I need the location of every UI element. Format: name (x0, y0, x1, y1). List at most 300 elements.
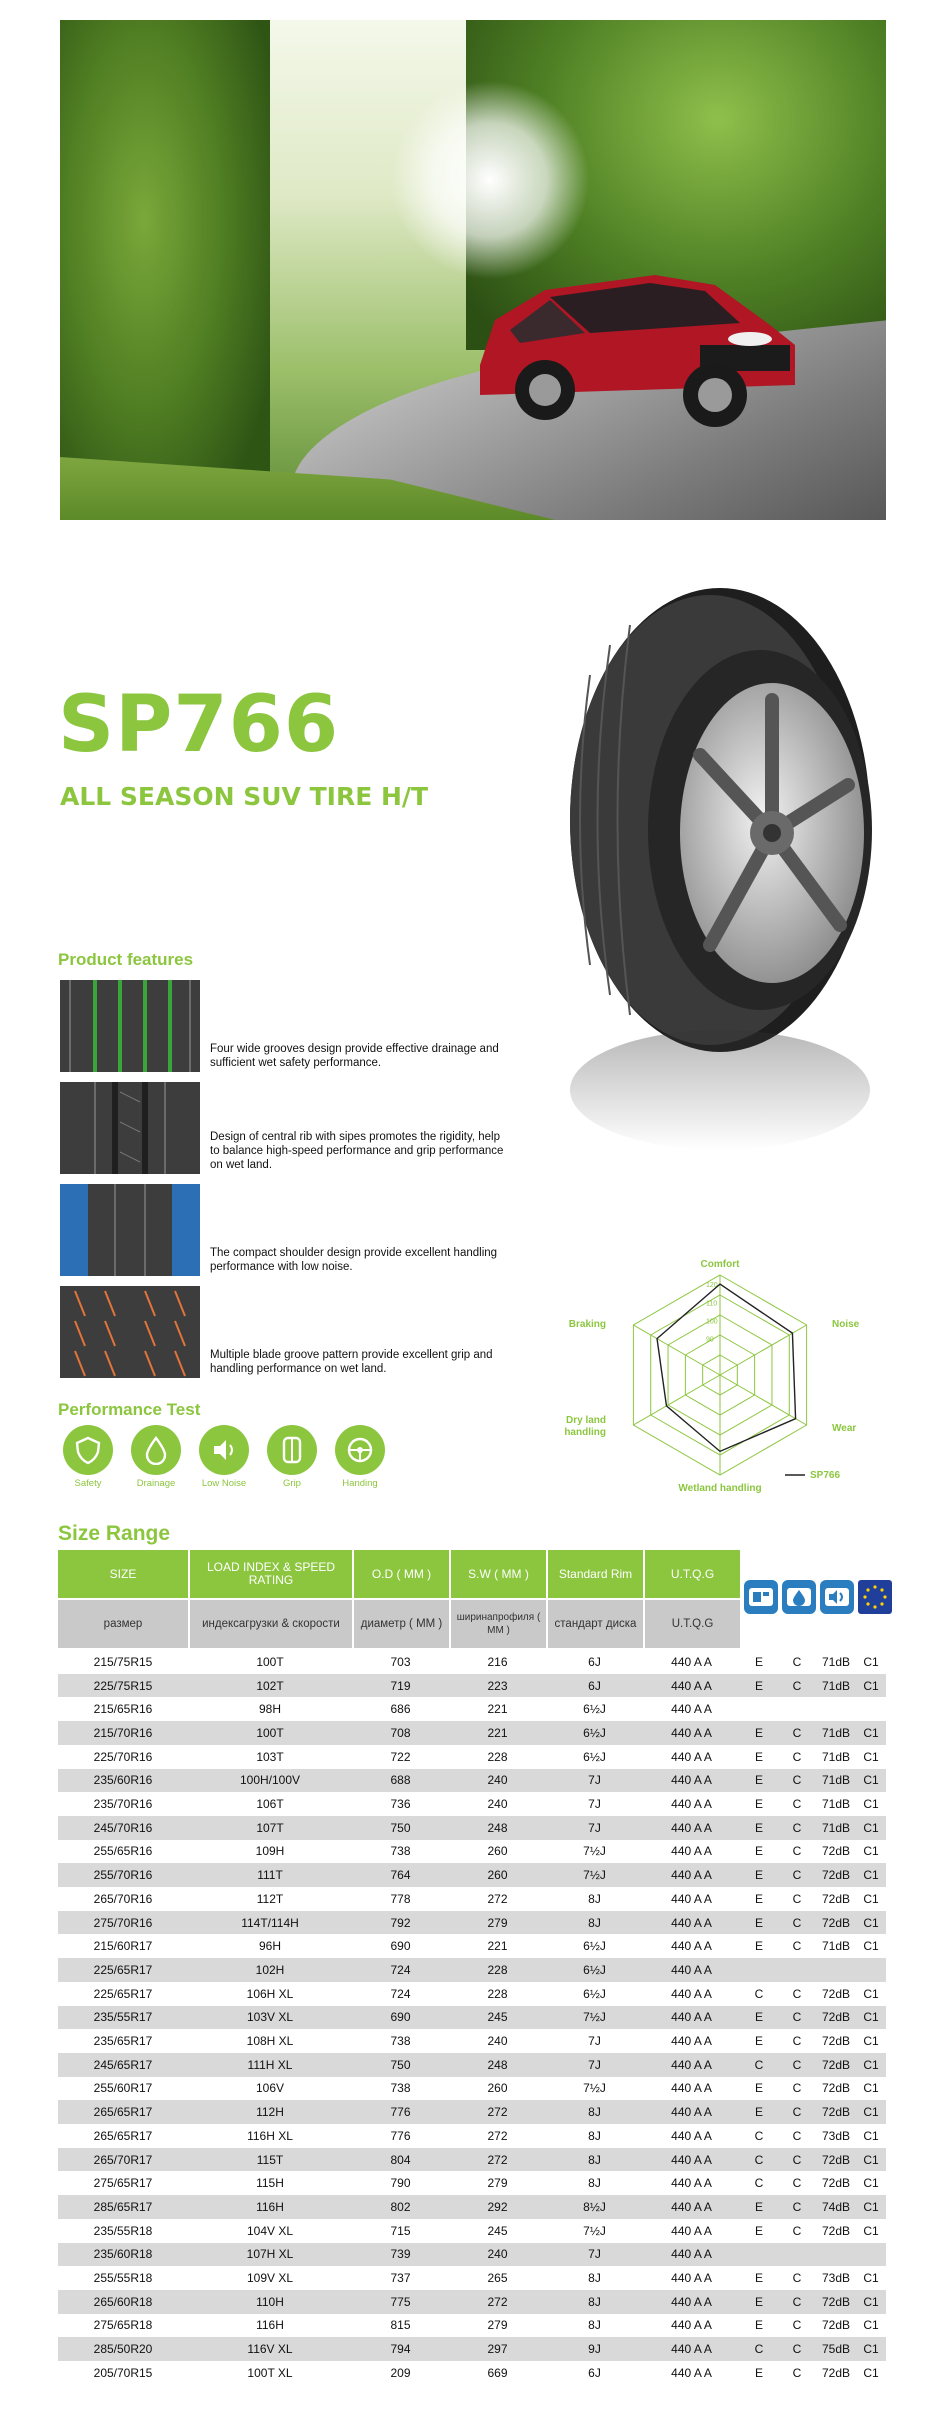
table-row (58, 2361, 886, 2385)
product-model-title: SP766 (58, 680, 340, 770)
table-cell: 71dB (821, 1797, 851, 1812)
table-cell: E (754, 1844, 763, 1859)
table-cell: 255/70R16 (93, 1868, 153, 1883)
table-cell: 96H (258, 1939, 281, 1954)
table-cell: 794 (390, 2342, 411, 2357)
table-cell: E (754, 1820, 763, 1835)
table-cell: E (754, 2081, 763, 2096)
table-cell: C (792, 2271, 802, 2286)
table-cell: 790 (390, 2176, 411, 2191)
table-cell: 100T XL (247, 2365, 293, 2380)
table-cell: 109V XL (246, 2271, 294, 2286)
table-cell: C (792, 1749, 802, 1764)
table-row (58, 2100, 886, 2124)
table-cell: C1 (863, 2223, 879, 2238)
table-cell: C (792, 2223, 802, 2238)
table-cell: E (754, 1915, 763, 1930)
table-row (58, 1792, 886, 1816)
table-cell: 8J (588, 2128, 601, 2143)
table-cell: 440 A A (671, 1868, 712, 1883)
table-cell: E (754, 1678, 763, 1693)
table-cell: 228 (487, 1962, 508, 1977)
table-cell: C (754, 2057, 764, 2072)
table-row (58, 2243, 886, 2267)
table-cell: 240 (487, 1797, 508, 1812)
table-cell: E (754, 2034, 763, 2049)
table-row (58, 2266, 886, 2290)
table-cell: 260 (487, 1844, 508, 1859)
table-row (58, 1816, 886, 1840)
table-cell: 223 (487, 1678, 508, 1693)
table-cell: C1 (863, 2199, 879, 2214)
table-cell: E (754, 1773, 763, 1788)
table-cell: 103V XL (246, 2010, 294, 2025)
table-header-ru (58, 1600, 742, 1648)
shield-icon (73, 1435, 103, 1465)
table-cell: 6½J (583, 1749, 606, 1764)
table-cell: 110H (256, 2294, 284, 2309)
table-cell: 8½J (583, 2199, 606, 2214)
table-cell: 235/60R18 (93, 2247, 153, 2262)
table-row (58, 2171, 886, 2195)
table-row (58, 1887, 886, 1911)
table-cell: 272 (487, 2128, 508, 2143)
table-cell: 279 (487, 2318, 508, 2333)
table-cell: C (792, 2318, 802, 2333)
table-cell: 440 A A (671, 1702, 712, 1717)
performance-item-safety (58, 1425, 118, 1495)
table-cell: C1 (863, 1939, 879, 1954)
table-cell: C1 (863, 2081, 879, 2096)
table-cell: 6J (588, 1654, 601, 1669)
table-cell: 708 (390, 1725, 411, 1740)
table-cell: 750 (390, 2057, 411, 2072)
table-cell: 440 A A (671, 2247, 712, 2262)
table-cell: 440 A A (671, 1678, 712, 1693)
table-cell: 292 (487, 2199, 508, 2214)
table-cell: 116V XL (247, 2342, 293, 2357)
table-cell: 265/70R17 (93, 2152, 153, 2167)
table-cell: C1 (863, 1797, 879, 1812)
table-cell: 240 (487, 2247, 508, 2262)
table-cell: 8J (588, 2318, 601, 2333)
performance-item-drainage (126, 1425, 186, 1495)
table-row (58, 1674, 886, 1698)
table-cell: C (792, 1678, 802, 1693)
radar-axis-label: Comfort (700, 1259, 740, 1270)
table-cell: 440 A A (671, 2034, 712, 2049)
table-cell: 6J (588, 1678, 601, 1693)
size-range-heading: Size Range (58, 1522, 171, 1545)
performance-radar-chart (560, 1225, 880, 1510)
table-cell: 73dB (821, 2128, 851, 2143)
table-cell: 8J (588, 2271, 601, 2286)
table-row (58, 2195, 886, 2219)
table-cell: C (792, 1654, 802, 1669)
table-row (58, 1721, 886, 1745)
table-cell: 738 (390, 2034, 411, 2049)
table-cell: 245/70R16 (93, 1820, 153, 1835)
table-row (58, 1745, 886, 1769)
table-cell: C1 (863, 1773, 879, 1788)
table-cell: 275/65R17 (93, 2176, 153, 2191)
table-cell: 107T (256, 1820, 284, 1835)
table-cell: 100T (256, 1725, 284, 1740)
radar-axis-label: Wetland handling (678, 1483, 762, 1494)
table-cell: C (754, 2176, 764, 2191)
table-cell: 440 A A (671, 2223, 712, 2238)
table-row (58, 2148, 886, 2172)
table-row (58, 2337, 886, 2361)
header-rim: Standard Rim (548, 1550, 643, 1598)
table-cell: 248 (487, 1820, 508, 1835)
table-cell: 240 (487, 2034, 508, 2049)
table-cell: 440 A A (671, 1820, 712, 1835)
table-cell: E (754, 1797, 763, 1812)
table-cell: 71dB (821, 1749, 851, 1764)
table-row (58, 2006, 886, 2030)
header-sw-ru: ширинапрофиля ( MM ) (451, 1600, 546, 1648)
table-cell: C (792, 2176, 802, 2191)
table-cell: 240 (487, 1773, 508, 1788)
table-cell: 738 (390, 2081, 411, 2096)
table-row (58, 2314, 886, 2338)
table-row (58, 2077, 886, 2101)
radar-tick-label: 120 (706, 1282, 718, 1290)
tire-grip-icon (277, 1435, 307, 1465)
table-cell: E (754, 2318, 763, 2333)
table-cell: 235/55R17 (93, 2010, 153, 2025)
table-cell: 440 A A (671, 2271, 712, 2286)
table-cell: 6½J (583, 1986, 606, 2001)
header-utqg: U.T.Q.G (645, 1550, 740, 1598)
table-cell: 215/60R17 (93, 1939, 153, 1954)
table-cell: C (792, 1915, 802, 1930)
table-cell: 272 (487, 1891, 508, 1906)
table-cell: C1 (863, 1725, 879, 1740)
table-cell: C1 (863, 2294, 879, 2309)
table-cell: 114T/114H (241, 1915, 299, 1930)
table-cell: 109H (255, 1844, 285, 1859)
table-cell: 8J (588, 1891, 601, 1906)
table-cell: 688 (390, 1773, 411, 1788)
table-cell: 764 (390, 1868, 411, 1883)
table-row (58, 2124, 886, 2148)
table-cell: 440 A A (671, 2128, 712, 2143)
feature-item (60, 1286, 500, 1378)
header-size-ru: размер (58, 1600, 188, 1648)
table-cell: C1 (863, 1654, 879, 1669)
table-cell: C1 (863, 1891, 879, 1906)
table-cell: C1 (863, 1820, 879, 1835)
table-cell: 215/75R15 (93, 1654, 153, 1669)
radar-axis-label: handling (564, 1427, 606, 1438)
table-cell: 225/75R15 (93, 1678, 153, 1693)
table-cell: 297 (487, 2342, 508, 2357)
table-row (58, 1840, 886, 1864)
table-cell: 102H (255, 1962, 285, 1977)
wet-grip-icon (782, 1580, 816, 1614)
table-cell: 722 (390, 1749, 411, 1764)
table-cell: C1 (863, 2010, 879, 2025)
table-cell: 72dB (821, 2105, 851, 2120)
table-cell: 260 (487, 1868, 508, 1883)
table-cell: C1 (863, 2128, 879, 2143)
table-cell: C (792, 2365, 802, 2380)
table-cell: C (792, 2199, 802, 2214)
table-cell: C (792, 2294, 802, 2309)
table-cell: 7½J (583, 2081, 606, 2096)
table-cell: 72dB (821, 2365, 851, 2380)
table-cell: 221 (487, 1702, 508, 1717)
table-cell: E (754, 2010, 763, 2025)
table-cell: 205/70R15 (93, 2365, 153, 2380)
table-cell: 8J (588, 2294, 601, 2309)
table-cell: E (754, 1939, 763, 1954)
table-cell: 7J (588, 2247, 601, 2262)
radar-axis-label: Wear (832, 1423, 857, 1434)
performance-item-low-noise (194, 1425, 254, 1495)
table-cell: 815 (390, 2318, 411, 2333)
table-row (58, 1697, 886, 1721)
table-cell: 440 A A (671, 1749, 712, 1764)
table-row (58, 1769, 886, 1793)
table-cell: 686 (390, 1702, 411, 1717)
table-cell: 209 (390, 2365, 411, 2380)
header-od: O.D ( MM ) (354, 1550, 449, 1598)
water-drop-icon (141, 1435, 171, 1465)
table-cell: C1 (863, 1986, 879, 2001)
header-size: SIZE (58, 1550, 188, 1598)
table-cell: 75dB (821, 2342, 851, 2357)
table-cell: 279 (487, 1915, 508, 1930)
performance-label: Grip (283, 1478, 301, 1489)
table-cell: 6½J (583, 1962, 606, 1977)
table-cell: C1 (863, 1749, 879, 1764)
table-cell: 440 A A (671, 2152, 712, 2167)
table-cell: C1 (863, 2365, 879, 2380)
table-cell: 248 (487, 2057, 508, 2072)
table-cell: 72dB (821, 2081, 851, 2096)
table-cell: 108H XL (246, 2034, 294, 2049)
table-cell: 100H/100V (239, 1773, 301, 1788)
table-cell: 275/65R18 (93, 2318, 153, 2333)
table-cell: 690 (390, 2010, 411, 2025)
table-cell: 440 A A (671, 1654, 712, 1669)
table-cell: 776 (390, 2105, 411, 2120)
table-cell: 107H XL (246, 2247, 294, 2262)
table-cell: 7J (588, 1820, 601, 1835)
table-cell: 776 (390, 2128, 411, 2143)
table-cell: 72dB (821, 2152, 851, 2167)
header-load-index: LOAD INDEX & SPEED RATING (190, 1550, 352, 1598)
header-sw: S.W ( MM ) (451, 1550, 546, 1598)
table-cell: 72dB (821, 2294, 851, 2309)
table-cell: 792 (390, 1915, 411, 1930)
table-cell: 260 (487, 2081, 508, 2096)
table-cell: 7½J (583, 2010, 606, 2025)
table-cell: 215/65R16 (93, 1702, 153, 1717)
table-cell: 106V (255, 2081, 285, 2096)
performance-label: Drainage (136, 1478, 176, 1489)
feature-item (60, 980, 500, 1072)
table-cell: 8J (588, 1915, 601, 1930)
table-cell: 6J (588, 2365, 601, 2380)
table-cell: E (754, 1654, 763, 1669)
table-cell: 72dB (821, 2318, 851, 2333)
table-cell: 7J (588, 1773, 601, 1788)
hero-photo (60, 20, 886, 520)
table-cell: E (754, 2271, 763, 2286)
table-cell: 106H XL (246, 1986, 294, 2001)
table-cell: 279 (487, 2176, 508, 2191)
product-features-heading: Product features (58, 950, 194, 969)
table-cell: E (754, 1749, 763, 1764)
radar-legend-label: SP766 (810, 1470, 841, 1481)
table-cell: 225/70R16 (93, 1749, 153, 1764)
table-cell: 72dB (821, 2223, 851, 2238)
performance-label: Low Noise (201, 1478, 247, 1489)
table-header-en (58, 1550, 742, 1598)
table-cell: C (792, 1986, 802, 2001)
table-cell: 74dB (821, 2199, 851, 2214)
table-cell: 440 A A (671, 1844, 712, 1859)
table-cell: 235/60R16 (93, 1773, 153, 1788)
header-load-index-ru: индексагрузки & скорости (190, 1600, 352, 1648)
table-cell: 440 A A (671, 1797, 712, 1812)
table-cell: 228 (487, 1749, 508, 1764)
table-cell: 802 (390, 2199, 411, 2214)
table-cell: E (754, 1725, 763, 1740)
table-cell: C1 (863, 2034, 879, 2049)
table-cell: 245/65R17 (93, 2057, 153, 2072)
performance-test-heading: Performance Test (58, 1400, 201, 1419)
table-cell: C1 (863, 2057, 879, 2072)
radar-tick-label: 90 (706, 1336, 714, 1344)
table-cell: 440 A A (671, 2176, 712, 2191)
performance-label: Handing (342, 1478, 378, 1489)
table-cell: 255/65R16 (93, 1844, 153, 1859)
table-row (58, 2053, 886, 2077)
table-cell: 724 (390, 1962, 411, 1977)
table-cell: 440 A A (671, 1773, 712, 1788)
table-cell: C1 (863, 1868, 879, 1883)
table-cell: 72dB (821, 2010, 851, 2025)
table-cell: C1 (863, 1678, 879, 1693)
table-cell: 440 A A (671, 1725, 712, 1740)
table-cell: C (792, 2081, 802, 2096)
header-rim-ru: стандарт диска (548, 1600, 643, 1648)
table-row (58, 2219, 886, 2243)
table-cell: 265/65R17 (93, 2105, 153, 2120)
table-cell: E (754, 2294, 763, 2309)
table-cell: 265/65R17 (93, 2128, 153, 2143)
performance-item-grip (262, 1425, 322, 1495)
table-cell: E (754, 2223, 763, 2238)
product-subtitle: ALL SEASON SUV TIRE H/T (60, 782, 429, 811)
table-cell: 225/65R17 (93, 1986, 153, 2001)
table-row (58, 2290, 886, 2314)
table-cell: 245 (487, 2010, 508, 2025)
feature-description: Design of central rib with sipes promotes the rigidity, help to balance high-speed performance and grip performance on wet land. (210, 1131, 504, 1171)
table-cell: 72dB (821, 2057, 851, 2072)
table-cell: 440 A A (671, 2318, 712, 2333)
table-cell: 703 (390, 1654, 411, 1669)
table-cell: 6½J (583, 1939, 606, 1954)
table-cell: 737 (390, 2271, 411, 2286)
table-cell: 719 (390, 1678, 411, 1693)
table-cell: 102T (256, 1678, 284, 1693)
table-cell: C (792, 1868, 802, 1883)
table-cell: 72dB (821, 1844, 851, 1859)
table-cell: C (792, 2342, 802, 2357)
feature-item (60, 1184, 500, 1276)
table-cell: 440 A A (671, 1891, 712, 1906)
table-cell: C1 (863, 2152, 879, 2167)
table-cell: 116H (256, 2318, 284, 2333)
performance-item-handing (330, 1425, 390, 1495)
table-cell: 8J (588, 2105, 601, 2120)
header-utqg-ru: U.T.Q.G (645, 1600, 740, 1648)
steering-wheel-icon (345, 1435, 375, 1465)
table-cell: 272 (487, 2105, 508, 2120)
red-suv-illustration (450, 235, 810, 435)
table-cell: C (792, 1844, 802, 1859)
table-cell: 690 (390, 1939, 411, 1954)
table-cell: 72dB (821, 1986, 851, 2001)
table-cell: 6½J (583, 1725, 606, 1740)
table-cell: 115H (256, 2176, 284, 2191)
table-cell: 71dB (821, 1773, 851, 1788)
table-cell: 440 A A (671, 2105, 712, 2120)
sound-icon (209, 1435, 239, 1465)
table-cell: 235/55R18 (93, 2223, 153, 2238)
table-cell: 228 (487, 1986, 508, 2001)
feature-description: Multiple blade groove pattern provide excellent grip and handling performance on wet land. (210, 1349, 493, 1375)
tread-pattern-image (60, 1082, 200, 1174)
table-cell: 100T (256, 1654, 284, 1669)
table-cell: 116H XL (247, 2128, 293, 2143)
table-cell: 285/50R20 (93, 2342, 153, 2357)
table-cell: 72dB (821, 2176, 851, 2191)
table-cell: 72dB (821, 1868, 851, 1883)
radar-tick-label: 110 (706, 1300, 718, 1308)
table-cell: 272 (487, 2294, 508, 2309)
table-cell: 440 A A (671, 1915, 712, 1930)
table-cell: C1 (863, 1844, 879, 1859)
table-row (58, 1982, 886, 2006)
table-cell: 71dB (821, 1820, 851, 1835)
table-cell: 7J (588, 2057, 601, 2072)
radar-tick-label: 100 (706, 1318, 718, 1326)
table-cell: 115T (256, 2152, 284, 2167)
table-cell: 72dB (821, 2034, 851, 2049)
table-cell: 440 A A (671, 2294, 712, 2309)
table-cell: 7J (588, 2034, 601, 2049)
tread-pattern-image (60, 1286, 200, 1378)
table-cell: E (754, 1891, 763, 1906)
table-cell: 255/55R18 (93, 2271, 153, 2286)
table-row (58, 1958, 886, 1982)
table-cell: 440 A A (671, 2010, 712, 2025)
table-cell: 7½J (583, 1868, 606, 1883)
table-cell: 440 A A (671, 2081, 712, 2096)
table-cell: 215/70R16 (93, 1725, 153, 1740)
table-cell: 440 A A (671, 2342, 712, 2357)
table-cell: 778 (390, 1891, 411, 1906)
table-cell: 7½J (583, 2223, 606, 2238)
table-cell: 265/70R16 (93, 1891, 153, 1906)
